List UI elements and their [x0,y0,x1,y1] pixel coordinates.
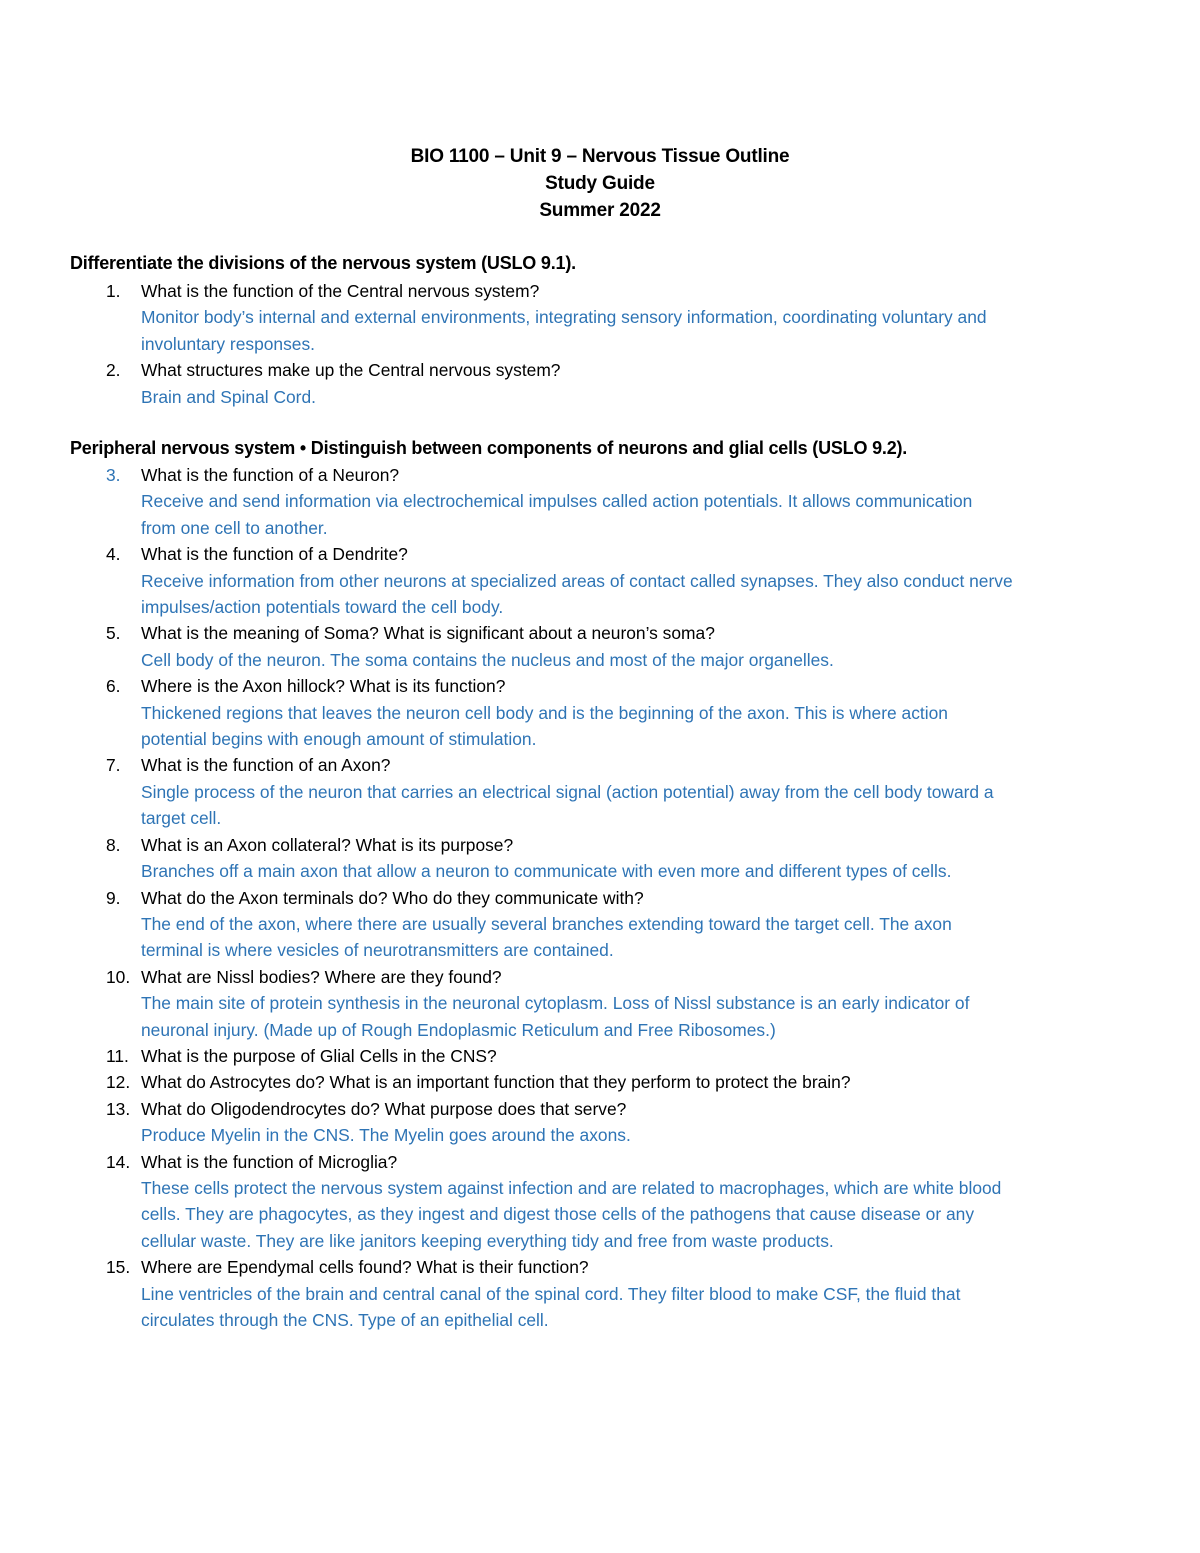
item-number: 13. [106,1098,131,1119]
answer-text: Branches off a main axon that allow a neuron to communicate with even more and different types of cells. [141,861,952,882]
question-list-divisions [0,278,1200,410]
list-item [0,673,1200,752]
item-number: 9. [106,887,121,908]
item-number: 15. [106,1257,131,1278]
list-item [0,1149,1200,1255]
list-item [0,1069,1200,1095]
item-number: 6. [106,676,121,697]
question-text: What is the function of Microglia? [141,1151,398,1172]
list-item [0,541,1200,620]
answer-text: Receive and send information via electrochemical impulses called action potentials. It allows communication from one cell to another. [141,491,973,538]
item-number: 5. [106,623,121,644]
question-text: What is the function of an Axon? [141,755,391,776]
answer-text: Thickened regions that leaves the neuron cell body and is the beginning of the axon. This is where action potential begins with enough amount of stimulation. [141,702,948,750]
section-heading-neurons-glia: Peripheral nervous system • Distinguish between components of neurons and glial cells (USLO 9.2). [70,438,908,458]
question-text: What is the function of the Central nervous system? [141,281,540,301]
answer-text: The main site of protein synthesis in the neuronal cytoplasm. Loss of Nissl substance is an early indicator of neuronal injury. (Made up of Rough Endoplasmic Reticulum and Free Ribosomes.) [141,993,970,1040]
answer-text: Receive information from other neurons at specialized areas of contact called synapses. They also conduct nerve impulses/action potentials toward the cell body. [141,570,1013,618]
section-heading-divisions: Differentiate the divisions of the nervous system (USLO 9.1). [70,253,576,273]
item-number: 8. [106,834,121,855]
list-item [0,752,1200,831]
answer-text: Monitor body’s internal and external environments, integrating sensory information, coordinating voluntary and involuntary responses. [141,307,987,354]
question-text: What do Astrocytes do? What is an important function that they perform to protect the brain? [141,1072,851,1093]
question-text: What is an Axon collateral? What is its purpose? [141,834,514,855]
question-text: What do Oligodendrocytes do? What purpose does that serve? [141,1098,627,1119]
list-item [0,1043,1200,1069]
list-item [0,620,1200,673]
question-text: Where are Ependymal cells found? What is their function? [141,1257,589,1278]
answer-text: Line ventricles of the brain and central canal of the spinal cord. They filter blood to make CSF, the fluid that circulates through the CNS. Type of an epithelial cell. [141,1283,961,1330]
answer-text: The end of the axon, where there are usually several branches extending toward the target cell. The axon terminal is where vesicles of neurotransmitters are contained. [141,913,952,961]
answer-text: Produce Myelin in the CNS. The Myelin goes around the axons. [141,1125,631,1146]
answer-text: Brain and Spinal Cord. [141,386,316,407]
question-text: What is the purpose of Glial Cells in the CNS? [141,1045,497,1066]
document-title: BIO 1100 – Unit 9 – Nervous Tissue Outline [410,146,790,167]
document-header [0,143,1200,224]
item-number: 3. [106,465,121,485]
answer-text: These cells protect the nervous system against infection and are related to macrophages, which are white blood cells. They are phagocytes, as they ingest and digest those cells of the pathogens that cause disease or any cellular waste. They are like janitors keeping everything tidy and free from waste products. [141,1177,1002,1251]
answer-text: Single process of the neuron that carries an electrical signal (action potential) away from the cell body toward a target cell. [141,781,994,829]
item-number: 1. [106,281,121,301]
list-item [0,357,1200,410]
item-number: 7. [106,755,121,776]
item-number: 2. [106,360,121,381]
document-term: Summer 2022 [539,200,661,221]
document-subtitle: Study Guide [545,173,655,194]
question-list-neurons-glia [0,462,1200,1333]
item-number: 10. [106,966,131,987]
question-text: What structures make up the Central nervous system? [141,360,561,381]
item-number: 4. [106,544,121,565]
question-text: What is the meaning of Soma? What is significant about a neuron’s soma? [141,623,715,644]
question-text: Where is the Axon hillock? What is its function? [141,676,506,697]
list-item [0,964,1200,1043]
list-item [0,278,1200,357]
list-item [0,1096,1200,1149]
list-item [0,1254,1200,1333]
answer-text: Cell body of the neuron. The soma contains the nucleus and most of the major organelles. [141,649,834,670]
question-text: What is the function of a Dendrite? [141,544,408,565]
question-text: What is the function of a Neuron? [141,465,400,485]
item-number: 12. [106,1072,131,1093]
list-item [0,885,1200,964]
item-number: 14. [106,1151,131,1172]
list-item [0,832,1200,885]
list-item [0,462,1200,541]
question-text: What are Nissl bodies? Where are they found? [141,966,502,987]
question-text: What do the Axon terminals do? Who do they communicate with? [141,887,644,908]
item-number: 11. [106,1045,129,1066]
